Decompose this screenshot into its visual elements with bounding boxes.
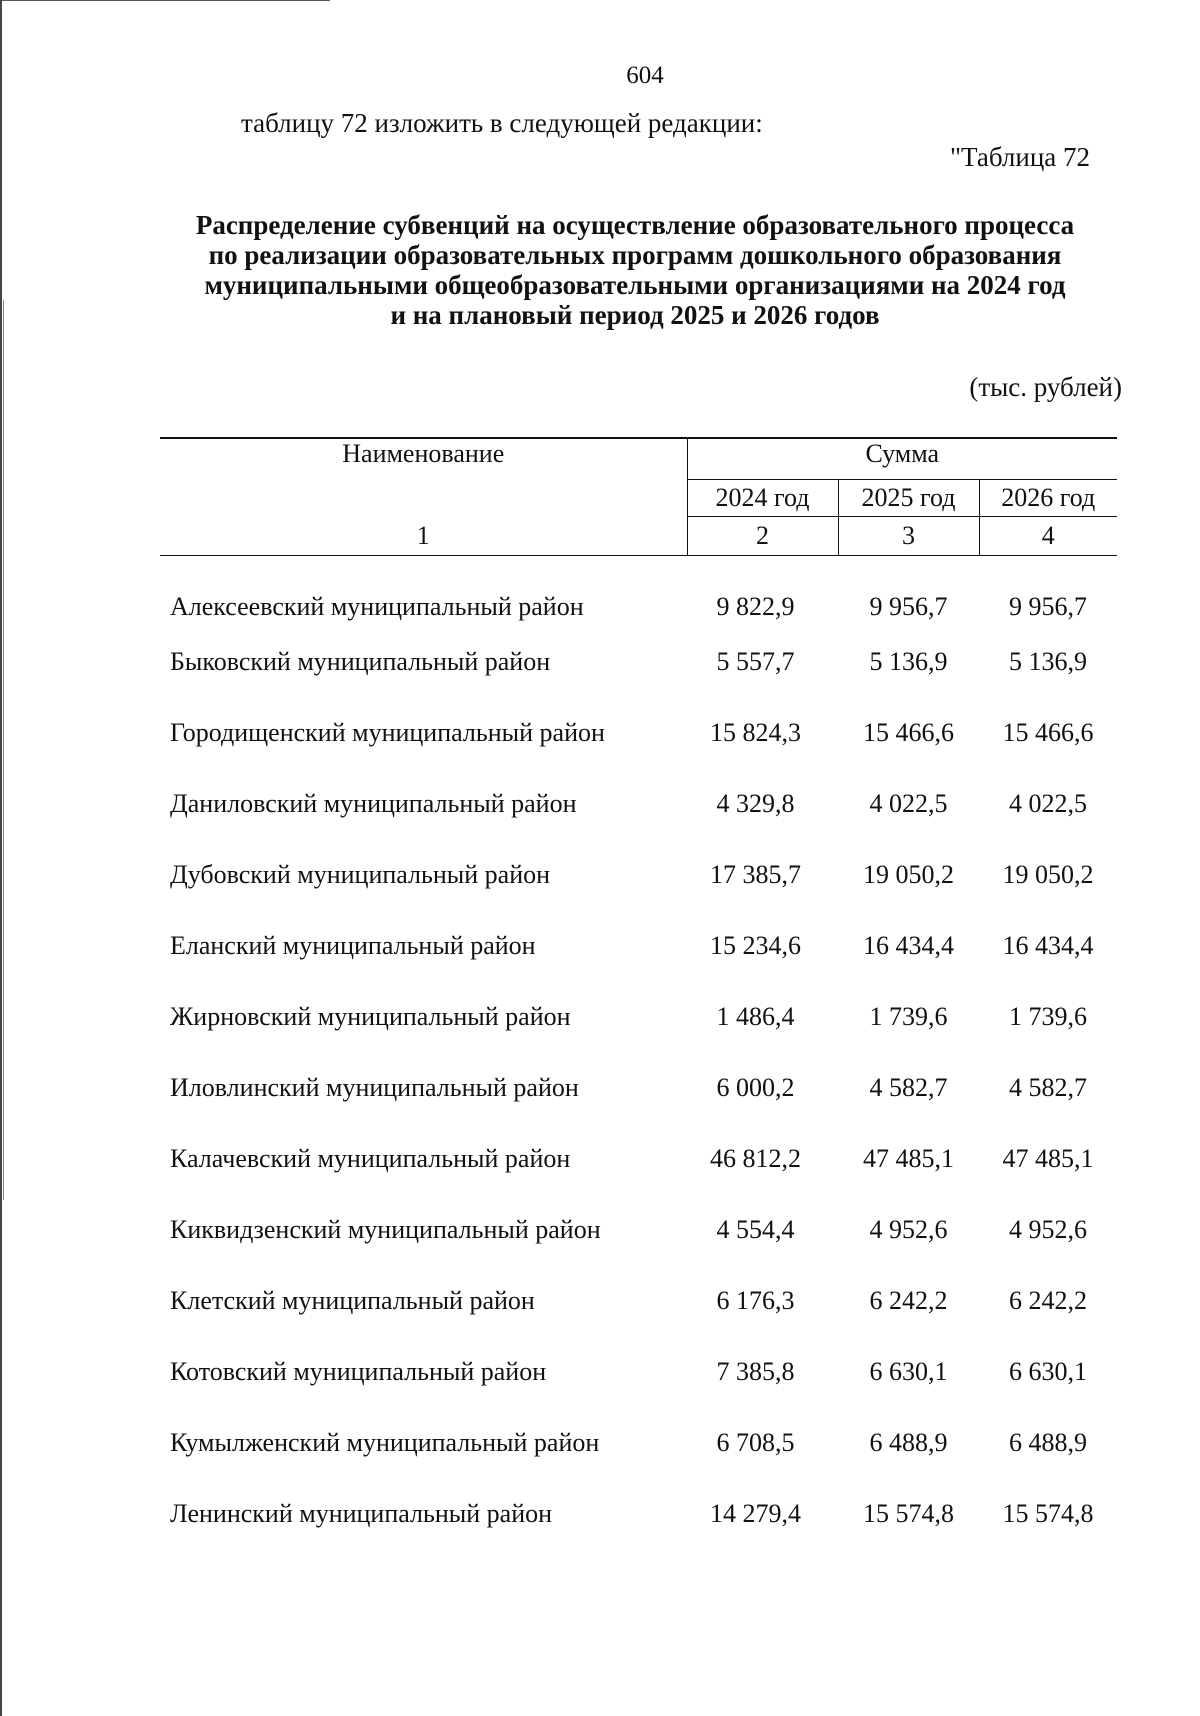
table-row [160, 1337, 1117, 1408]
district-name: Еланский муниципальный район [170, 931, 536, 960]
value-2024: 6 176,3 [716, 1286, 795, 1315]
header-year-2026: 2026 год [979, 480, 1117, 517]
subventions-table [160, 437, 1117, 1550]
value-2026: 19 050,2 [1002, 860, 1094, 889]
table-row [160, 982, 1117, 1053]
value-2025: 1 739,6 [869, 1002, 948, 1031]
table-row [160, 698, 1117, 769]
value-2024: 46 812,2 [710, 1144, 801, 1173]
header-name: Наименование [160, 438, 687, 517]
scan-edge-left [0, 0, 2, 1716]
value-2026: 9 956,7 [1009, 592, 1087, 622]
district-name: Киквидзенский муниципальный район [170, 1215, 601, 1244]
header-col-number: 3 [838, 517, 979, 556]
table-row [160, 627, 1117, 698]
value-2024: 15 234,6 [710, 931, 801, 960]
value-2024: 15 824,3 [710, 718, 801, 747]
table-row [160, 1266, 1117, 1337]
value-2024: 14 279,4 [710, 1499, 801, 1528]
value-2024: 9 822,9 [716, 592, 795, 622]
table-row [160, 556, 1117, 627]
page-number: 604 [626, 62, 664, 89]
district-name: Жирновский муниципальный район [170, 1002, 571, 1031]
district-name: Городищенский муниципальный район [170, 718, 605, 747]
value-2025: 6 630,1 [869, 1357, 948, 1386]
value-2026: 16 434,4 [1002, 931, 1094, 960]
value-2025: 5 136,9 [869, 647, 948, 676]
value-2025: 15 574,8 [863, 1499, 954, 1528]
table-header [160, 438, 1117, 556]
units-label: (тыс. рублей) [969, 372, 1122, 402]
table-row [160, 911, 1117, 982]
value-2024: 6 708,5 [716, 1428, 795, 1457]
table-row [160, 1124, 1117, 1195]
table-row [160, 1408, 1117, 1479]
value-2024: 17 385,7 [710, 860, 801, 889]
value-2024: 1 486,4 [716, 1002, 795, 1031]
scan-edge-top [0, 0, 330, 1]
value-2026: 4 582,7 [1009, 1073, 1087, 1102]
value-2026: 1 739,6 [1009, 1002, 1087, 1031]
intro-text: таблицу 72 изложить в следующей редакции: [241, 108, 763, 138]
table-row [160, 769, 1117, 840]
district-name: Калачевский муниципальный район [170, 1144, 571, 1173]
header-col-number: 4 [979, 517, 1117, 556]
value-2025: 9 956,7 [869, 592, 948, 622]
value-2025: 6 488,9 [869, 1428, 948, 1457]
value-2025: 4 022,5 [869, 789, 948, 818]
district-name: Кумылженский муниципальный район [170, 1428, 600, 1457]
value-2026: 6 242,2 [1009, 1286, 1087, 1315]
title-line: Распределение субвенций на осуществление образовательного процесса [195, 210, 1075, 240]
value-2025: 4 952,6 [869, 1215, 948, 1244]
value-2026: 47 485,1 [1002, 1144, 1094, 1173]
scan-edge-left-inner [3, 300, 4, 1200]
value-2026: 15 574,8 [1002, 1499, 1094, 1528]
value-2024: 4 329,8 [716, 789, 795, 818]
table-row [160, 1195, 1117, 1266]
header-sum: Сумма [687, 438, 1117, 480]
table-row [160, 1479, 1117, 1550]
district-name: Алексеевский муниципальный район [170, 592, 584, 622]
title-line: муниципальными общеобразовательными организациями на 2024 год [204, 270, 1066, 300]
value-2025: 4 582,7 [869, 1073, 948, 1102]
district-name: Дубовский муниципальный район [170, 860, 551, 889]
title-line: по реализации образовательных программ дошкольного образования [208, 240, 1062, 270]
value-2026: 6 488,9 [1009, 1428, 1087, 1457]
document-title [160, 210, 1110, 330]
district-name: Котовский муниципальный район [170, 1357, 547, 1386]
value-2024: 4 554,4 [716, 1215, 795, 1244]
header-col-number: 1 [160, 517, 687, 556]
district-name: Клетский муниципальный район [170, 1286, 535, 1315]
value-2024: 5 557,7 [716, 647, 795, 676]
value-2026: 6 630,1 [1009, 1357, 1087, 1386]
district-name: Даниловский муниципальный район [170, 789, 577, 818]
value-2026: 15 466,6 [1002, 718, 1094, 747]
value-2025: 16 434,4 [863, 931, 954, 960]
table-row [160, 840, 1117, 911]
value-2025: 6 242,2 [869, 1286, 948, 1315]
value-2026: 4 952,6 [1009, 1215, 1087, 1244]
value-2026: 4 022,5 [1009, 789, 1087, 818]
table-reference: "Таблица 72 [950, 142, 1090, 172]
district-name: Иловлинский муниципальный район [170, 1073, 579, 1102]
value-2024: 7 385,8 [716, 1357, 795, 1386]
value-2025: 47 485,1 [863, 1144, 954, 1173]
value-2024: 6 000,2 [716, 1073, 795, 1102]
header-year-2025: 2025 год [838, 480, 979, 517]
district-name: Ленинский муниципальный район [170, 1499, 553, 1528]
value-2025: 15 466,6 [863, 718, 954, 747]
title-line: и на плановый период 2025 и 2026 годов [390, 300, 880, 330]
table-body [160, 556, 1117, 1550]
value-2026: 5 136,9 [1009, 647, 1087, 676]
value-2025: 19 050,2 [863, 860, 954, 889]
district-name: Быковский муниципальный район [170, 647, 551, 676]
header-year-2024: 2024 год [687, 480, 838, 517]
table-row [160, 1053, 1117, 1124]
header-col-number: 2 [687, 517, 838, 556]
